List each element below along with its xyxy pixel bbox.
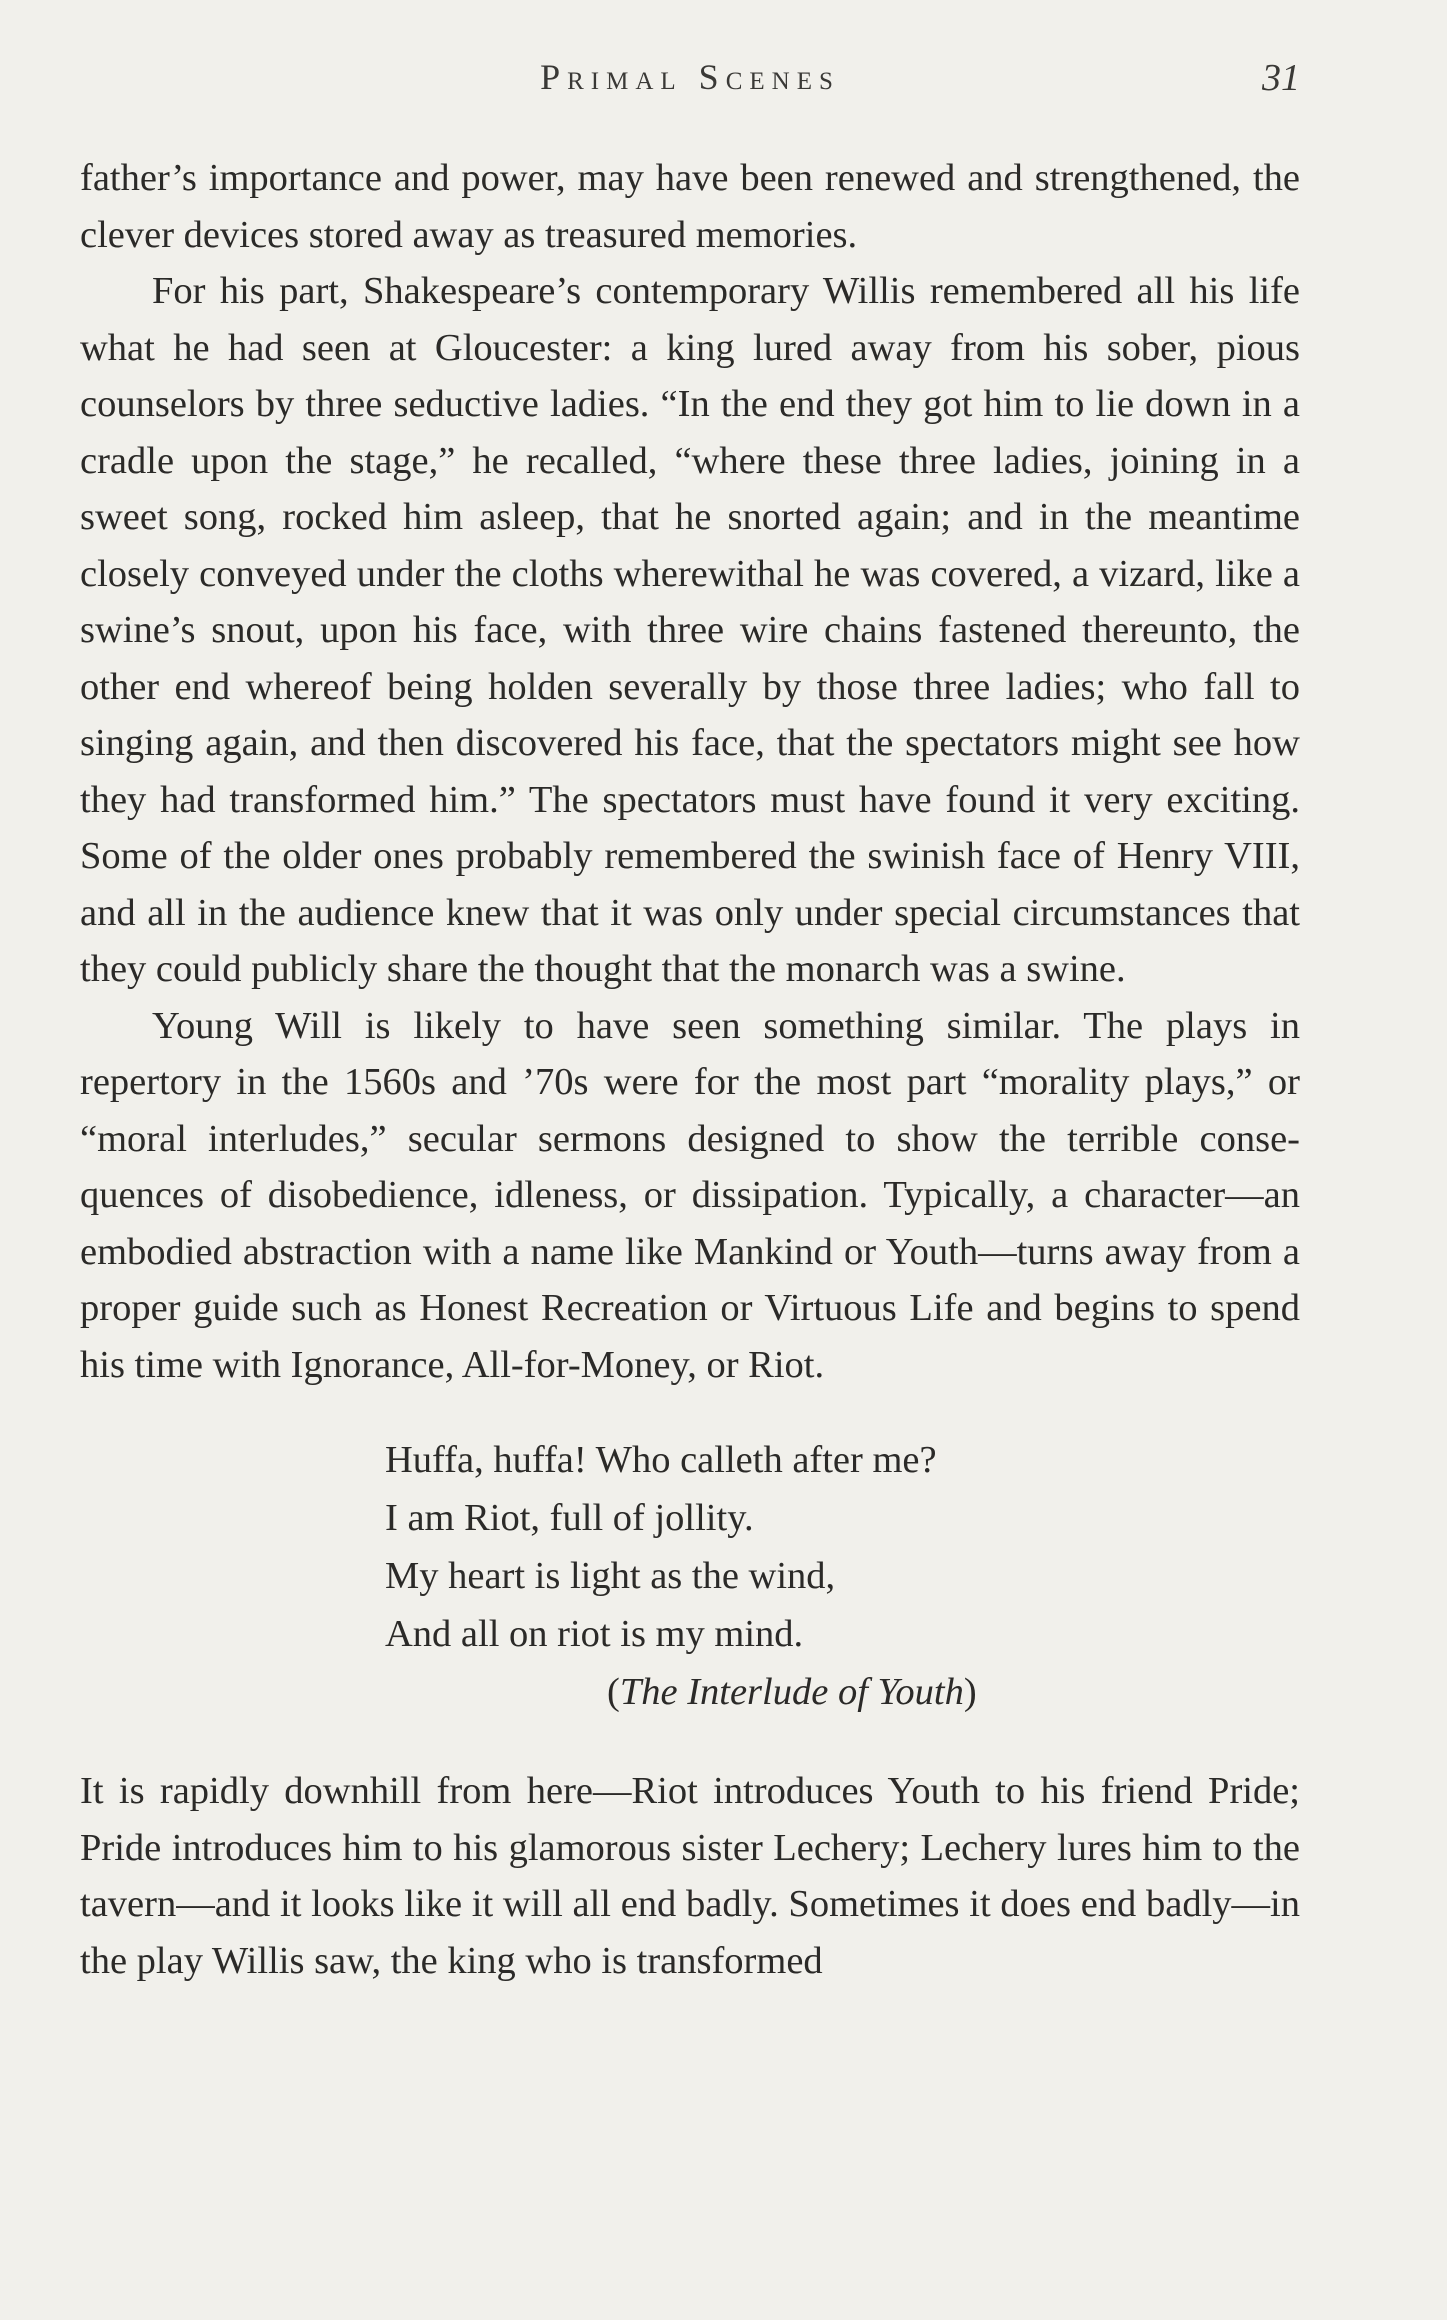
running-head — [80, 56, 1300, 104]
verse-line: And all on riot is my mind. — [385, 1613, 804, 1655]
paragraph-willis: For his part, Shakespeare’s contemporary Willis remembered all his life what he had seen at Gloucester: a king lured away from his sober, pious counselors by three seductive ladies. “In the end they got him to lie down in a cradle upon the stage,” he recalled, “where these three ladies, joining in a sweet song, rocked him asleep, that he snorted again; and in the meantime closely conveyed under the cloths wherewithal he was covered, a vizard, like a swine’s snout, upon his face, with three wire chains fastened thereunto, the other end whereof being holden severally by those three ladies; who fall to singing again, and then discovered his face, that the spectators might see how they had transformed him.” The spectators must have found it very exciting. Some of the older ones probably remembered the swinish face of Henry VIII, and all in the audience knew that it was only under special circumstances that they could publicly share the thought that the monarch was a swine. — [80, 270, 1300, 990]
running-title: Primal Scenes — [540, 57, 840, 97]
verse-quotation — [385, 1431, 1300, 1721]
body-text — [80, 150, 1300, 1989]
verse-line: My heart is light as the wind, — [385, 1555, 836, 1597]
verse-line: Huffa, huffa! Who calleth after me? — [385, 1439, 937, 1481]
verse-source-title: The Interlude of Youth — [619, 1671, 964, 1713]
paragraph-closing: It is rapidly downhill from here—Riot introduces Youth to his friend Pride; Pride introduces him to his glamorous sister Lechery; Lechery lures him to the tavern—and it looks like it will all end badly. Sometimes it does end badly—in the play Willis saw, the king who is transformed — [80, 1770, 1300, 1982]
verse-line: I am Riot, full of jollity. — [385, 1497, 754, 1539]
verse-source — [607, 1663, 1300, 1721]
paragraph-continued: father’s importance and power, may have been renewed and strengthened, the clever devices stored away as treasured memories. — [80, 157, 1300, 256]
verse-source-close: ) — [963, 1671, 977, 1713]
paragraph-young-will: Young Will is likely to have seen something similar. The plays in repertory in the 1560s and ’70s were for the most part “morality plays,” or “moral interludes,” secular sermons designed to show the terrible consequences of disobedience, idleness, or dissipation. Typically, a character—an embodied abstraction with a name like Mankind or Youth—turns away from a proper guide such as Honest Recreation or Virtuous Life and begins to spend his time with Ignorance, All-for-Money, or Riot. — [80, 1004, 1300, 1386]
page-number: 31 — [1262, 57, 1300, 99]
verse-source-open: ( — [607, 1671, 620, 1713]
